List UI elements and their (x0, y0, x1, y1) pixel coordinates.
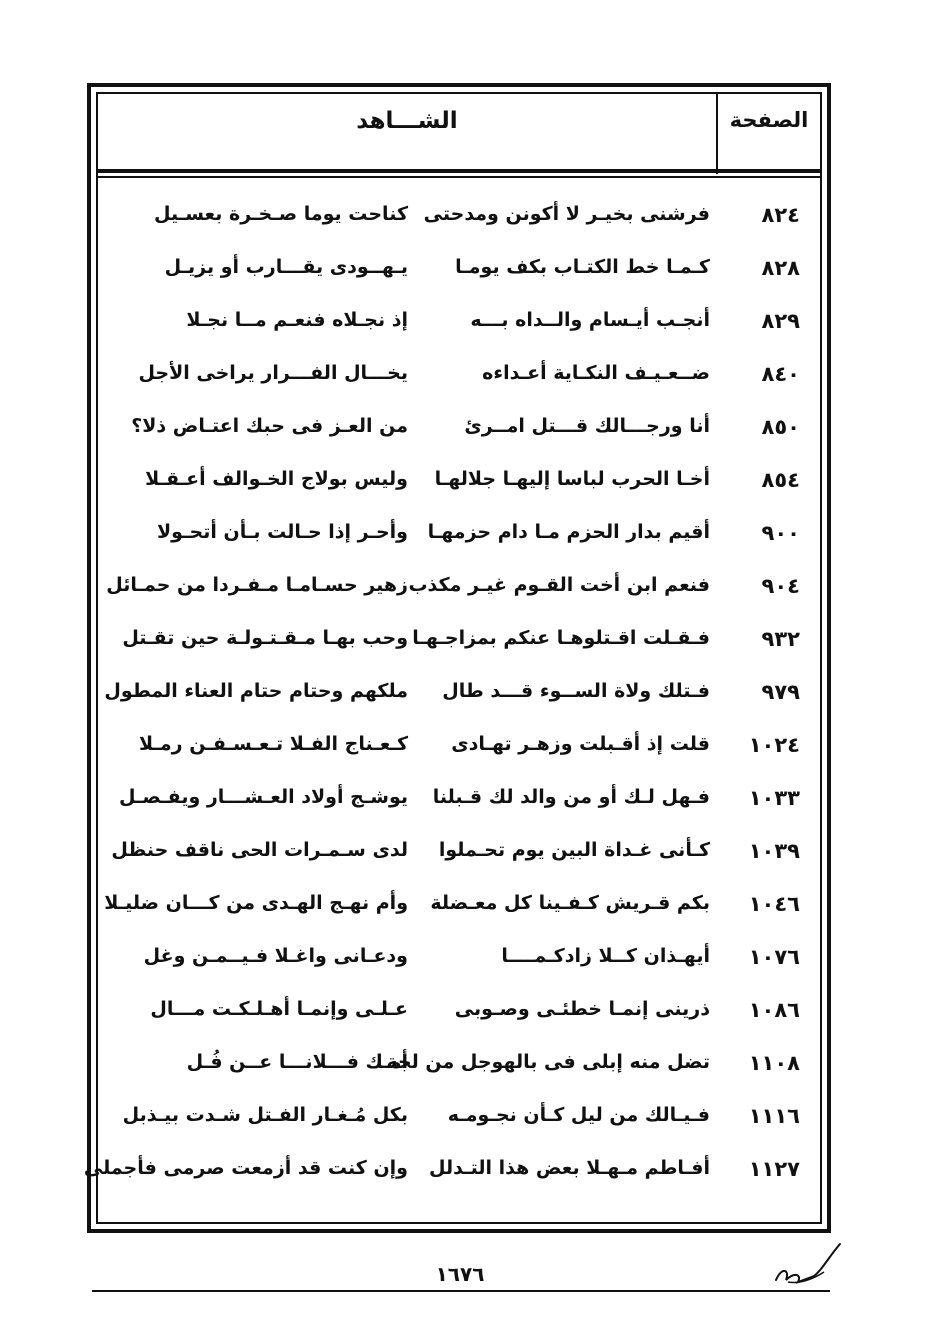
verse-second-hemistich: يخـــال الفـــرار يراخى الأجل (138, 362, 408, 384)
page-number-cell: ١٠٤٦ (748, 892, 800, 916)
page-number-cell: ٨٢٨ (761, 256, 800, 280)
page-number-cell: ٩٠٠ (761, 521, 800, 545)
verse-second-hemistich: ودعـانى واغـلا فـيــمـن وغل (143, 945, 408, 967)
table-row (100, 619, 818, 672)
table-row (83, 1149, 818, 1202)
page-number-cell: ١١٠٨ (748, 1051, 800, 1075)
verse-first-hemistich: قلت إذ أقـبلت وزهـر تهـادى (451, 733, 710, 755)
verse-second-hemistich: إذ نجـلاه فنعـم مــا نجـلا (186, 309, 408, 331)
verse-second-hemistich: عـلـى وإنمـا أهـلـكـت مـــال (150, 998, 408, 1020)
page-number-cell: ٨٢٩ (761, 309, 800, 333)
page-number-cell: ٨٢٤ (761, 203, 800, 227)
verse-second-hemistich: كناحت يوما صـخـرة بعسـيل (153, 203, 408, 225)
page-number-cell: ١٠٨٦ (748, 998, 800, 1022)
table-row (100, 990, 818, 1043)
table-row (100, 460, 818, 513)
verse-second-hemistich: وليس بولاج الخـوالف أعـقـلا (145, 468, 408, 490)
page-number-footer: ١٦٧٦ (435, 1262, 485, 1286)
verse-second-hemistich: وأم نهـج الهـدى من كـــان ضليـلا (104, 892, 408, 914)
column-header-page: الصفحة (729, 108, 809, 132)
verse-second-hemistich: كـعـناج الفـلا تـعـسـفـن رمـلا (139, 733, 408, 755)
handwritten-signature-icon (768, 1236, 848, 1296)
table-row (100, 248, 818, 301)
verse-first-hemistich: أنجـب أيـسام والــداه بـــه (470, 309, 710, 331)
verse-second-hemistich: وحب بهـا مـقـتـولـة حين تقـتل (122, 627, 408, 649)
footer-rule (92, 1290, 830, 1292)
table-row (100, 195, 818, 248)
page-number-cell: ١١١٦ (748, 1104, 800, 1128)
page-number-cell: ١٠٣٩ (748, 839, 800, 863)
verse-second-hemistich: لدى سـمـرات الحى ناقف حنظل (111, 839, 408, 861)
verse-first-hemistich: ضــعـيـف النكـاية أعـداءه (482, 362, 710, 384)
verse-first-hemistich: فـيـالك من ليل كـأن نجـومـه (447, 1104, 710, 1126)
verse-second-hemistich: وأحـر إذا حـالت بـأن أتحـولا (156, 521, 408, 543)
page-number-cell: ٩٠٤ (761, 574, 800, 598)
verse-second-hemistich: من العـز فى حبك اعتـاض ذلا؟ (131, 415, 408, 437)
page-number-cell: ١٠٧٦ (748, 945, 800, 969)
table-row (100, 937, 818, 990)
verse-first-hemistich: فـتلك ولاة الســوء قـــد طال (442, 680, 710, 702)
verse-second-hemistich: يوشـج أولاد العـشـــار ويفـصـل (118, 786, 408, 808)
verse-second-hemistich: وإن كنت قد أزمعت صرمى فأجملى (83, 1157, 408, 1179)
verse-second-hemistich: بكل مُـغـار الفـتل شـدت بيـذبل (122, 1104, 408, 1126)
header-divider-thin (96, 176, 822, 178)
verse-first-hemistich: أفـاطم مـهـلا بعض هذا التـدلل (429, 1157, 710, 1179)
verse-first-hemistich: بكم قـريش كـفـينا كل معـضلة (430, 892, 710, 914)
verse-first-hemistich: فنعم ابن أخت القـوم غيـر مكذب (408, 574, 710, 596)
table-row (100, 778, 818, 831)
page-number-cell: ٩٧٩ (761, 680, 800, 704)
verse-second-hemistich: أمـك فـــلانـــا عــن فُـل (186, 1051, 408, 1073)
table-row (100, 831, 818, 884)
page-number-cell: ٩٣٢ (761, 627, 800, 651)
verse-first-hemistich: فرشنى بخيـر لا أكونن ومدحتى (423, 203, 710, 225)
table-row (100, 566, 818, 619)
page-number-cell: ١١٢٧ (748, 1157, 800, 1181)
verse-first-hemistich: فـهل لـك أو من والد لك قـبلنا (432, 786, 710, 808)
table-row (100, 884, 818, 937)
verse-second-hemistich: يـهــودى يقـــارب أو يزيـل (164, 256, 408, 278)
verse-first-hemistich: كـمـا خط الكتـاب بكف يومـا (455, 256, 710, 278)
verse-first-hemistich: أيهـذان كــلا زادكـمــــا (501, 945, 710, 967)
verse-second-hemistich: ملكهم وحتام حتام العناء المطول (104, 680, 408, 702)
page-number-cell: ٨٥٠ (761, 415, 800, 439)
table-row (100, 301, 818, 354)
verse-second-hemistich: زهير حسـامـا مـفـردا من حمـائل (106, 574, 408, 596)
table-row (100, 725, 818, 778)
verse-first-hemistich: تضل منه إبلى فى بالهوجل من لجة (386, 1051, 710, 1073)
verse-first-hemistich: ذرينى إنمـا خطئـى وصـوبى (454, 998, 710, 1020)
column-header-shahid: الشـــاهد (356, 108, 458, 134)
verse-first-hemistich: فـقـلت اقـتلوهـا عنكم بمزاجـهـا (412, 627, 710, 649)
verse-first-hemistich: أنا ورجـــالك قـــتل امــرئ (464, 415, 710, 437)
verse-first-hemistich: أخـا الحرب لباسا إليهـا جلالهـا (434, 468, 710, 490)
table-row (100, 1096, 818, 1149)
table-row (100, 672, 818, 725)
page-number-cell: ١٠٣٣ (748, 786, 800, 810)
header-divider (96, 169, 822, 173)
verse-first-hemistich: أقيم بدار الحزم مـا دام حزمهـا (427, 521, 710, 543)
page-number-cell: ١٠٢٤ (748, 733, 800, 757)
table-row (100, 1043, 818, 1096)
table-row (100, 407, 818, 460)
verse-first-hemistich: كـأنى غـداة البين يوم تحـملوا (438, 839, 710, 861)
page-number-cell: ٨٥٤ (761, 468, 800, 492)
table-row (100, 354, 818, 407)
table-body (83, 195, 818, 1202)
table-row (100, 513, 818, 566)
page-number-cell: ٨٤٠ (761, 362, 800, 386)
